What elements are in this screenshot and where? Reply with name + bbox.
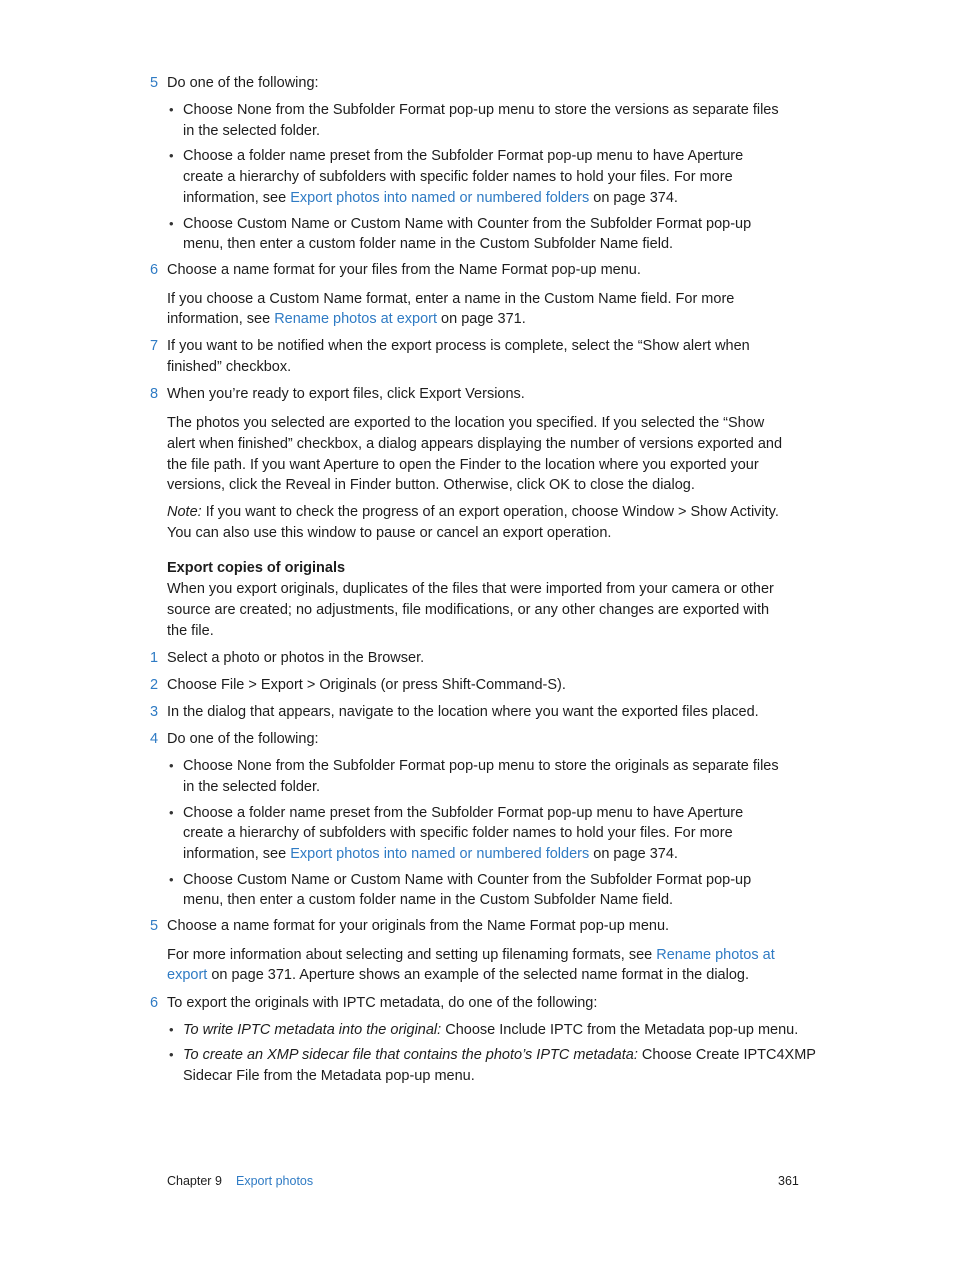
bullet-text: Choose a folder name preset from the Subfolder Format pop-up menu to have Aperture (183, 805, 744, 821)
bullet: • (169, 216, 174, 231)
step-number: 2 (150, 677, 159, 693)
step-number: 4 (150, 731, 159, 747)
page-number: 361 (778, 1174, 799, 1188)
bullet-text (183, 188, 678, 209)
paragraph-text: The photos you selected are exported to the location you specified. If you selected the “Show (167, 415, 765, 431)
footer-chapter-link[interactable]: Export photos (236, 1174, 314, 1188)
bullet-text: in the selected folder. (183, 779, 321, 795)
text: on page 371. Aperture shows an example of the selected name format in the dialog. (207, 967, 749, 983)
bullet-text: create a hierarchy of subfolders with specific folder names to hold your files. For more (183, 825, 733, 841)
step-number: 1 (150, 650, 159, 666)
bullet: • (169, 148, 174, 163)
paragraph-text: If you choose a Custom Name format, enter a name in the Custom Name field. For more (167, 291, 735, 307)
link-export-named-folders[interactable]: Export photos into named or numbered folders (290, 846, 590, 862)
text: Choose Include IPTC from the Metadata pop-up menu. (441, 1022, 799, 1038)
bullet-text: Choose Custom Name or Custom Name with Counter from the Subfolder Format pop-up (183, 216, 752, 232)
bullet: • (169, 102, 174, 117)
bullet-text: in the selected folder. (183, 123, 321, 139)
step-number: 5 (150, 918, 159, 934)
bullet-text (183, 1045, 816, 1066)
note-text: You can also use this window to pause or cancel an export operation. (167, 525, 612, 541)
bullet-text: menu, then enter a custom folder name in the Custom Subfolder Name field. (183, 236, 674, 252)
step-number: 3 (150, 704, 159, 720)
bullet-text: Choose None from the Subfolder Format pop-up menu to store the versions as separate files (183, 102, 779, 118)
step-text: finished” checkbox. (167, 359, 292, 375)
bullet-text: menu, then enter a custom folder name in the Custom Subfolder Name field. (183, 892, 674, 908)
step-number: 6 (150, 262, 159, 278)
step-number: 7 (150, 338, 159, 354)
link-rename-photos[interactable]: export (167, 967, 208, 983)
step-text: Choose a name format for your originals from the Name Format pop-up menu. (167, 918, 670, 934)
bullet-text: Choose Custom Name or Custom Name with Counter from the Subfolder Format pop-up (183, 872, 752, 888)
emphasis: To write IPTC metadata into the original: (183, 1022, 442, 1038)
text: on page 371. (437, 311, 526, 327)
paragraph-text: versions, click the Reveal in Finder button. Otherwise, click OK to close the dialog. (167, 477, 695, 493)
text: information, see (167, 311, 275, 327)
note-text (167, 502, 779, 523)
paragraph-text: When you export originals, duplicates of the files that were imported from your camera or other (167, 581, 774, 597)
paragraph-text: the file. (167, 623, 214, 639)
bullet-text: Choose None from the Subfolder Format pop-up menu to store the originals as separate files (183, 758, 779, 774)
bullet: • (169, 805, 174, 820)
text: on page 374. (589, 846, 678, 862)
paragraph-text (167, 945, 775, 966)
step-text: If you want to be notified when the export process is complete, select the “Show alert when (167, 338, 750, 354)
text: If you want to check the progress of an export operation, choose Window > Show Activity. (201, 504, 779, 520)
bullet: • (169, 1047, 174, 1062)
step-text: To export the originals with IPTC metadata, do one of the following: (167, 995, 598, 1011)
link-rename-photos[interactable]: Rename photos at export (274, 311, 438, 327)
paragraph-text (167, 309, 526, 330)
footer-chapter: Chapter 9 (167, 1174, 222, 1188)
step-text: Do one of the following: (167, 731, 319, 747)
emphasis: To create an XMP sidecar file that contains the photo’s IPTC metadata: (183, 1047, 638, 1063)
paragraph-text: source are created; no adjustments, file modifications, or any other changes are exported with (167, 602, 770, 618)
step-text: Choose a name format for your files from the Name Format pop-up menu. (167, 262, 641, 278)
paragraph-text: alert when finished” checkbox, a dialog appears displaying the number of versions exported and (167, 436, 783, 452)
note-label: Note: (167, 504, 202, 520)
paragraph-text: the file path. If you want Aperture to open the Finder to the location where you exported your (167, 457, 759, 473)
section-heading: Export copies of originals (167, 560, 346, 576)
step-text: Do one of the following: (167, 75, 319, 91)
text: on page 374. (589, 190, 678, 206)
text: For more information about selecting and setting up filenaming formats, see (167, 947, 657, 963)
step-text: In the dialog that appears, navigate to the location where you want the exported files placed. (167, 704, 759, 720)
text: information, see (183, 190, 291, 206)
bullet: • (169, 758, 174, 773)
bullet-text (183, 1020, 798, 1041)
link-export-named-folders[interactable]: Export photos into named or numbered folders (290, 190, 590, 206)
bullet-text: Choose a folder name preset from the Subfolder Format pop-up menu to have Aperture (183, 148, 744, 164)
bullet-text: create a hierarchy of subfolders with specific folder names to hold your files. For more (183, 169, 733, 185)
step-number: 5 (150, 75, 159, 91)
link-rename-photos[interactable]: Rename photos at (656, 947, 775, 963)
step-text: Choose File > Export > Originals (or press Shift-Command-S). (167, 677, 566, 693)
bullet-text: Sidecar File from the Metadata pop-up menu. (183, 1068, 475, 1084)
bullet: • (169, 872, 174, 887)
step-text: Select a photo or photos in the Browser. (167, 650, 425, 666)
paragraph-text (167, 965, 749, 986)
bullet: • (169, 1022, 174, 1037)
bullet-text (183, 844, 678, 865)
text: information, see (183, 846, 291, 862)
step-text: When you’re ready to export files, click Export Versions. (167, 386, 525, 402)
step-number: 6 (150, 995, 159, 1011)
step-number: 8 (150, 386, 159, 402)
text: Choose Create IPTC4XMP (637, 1047, 816, 1063)
